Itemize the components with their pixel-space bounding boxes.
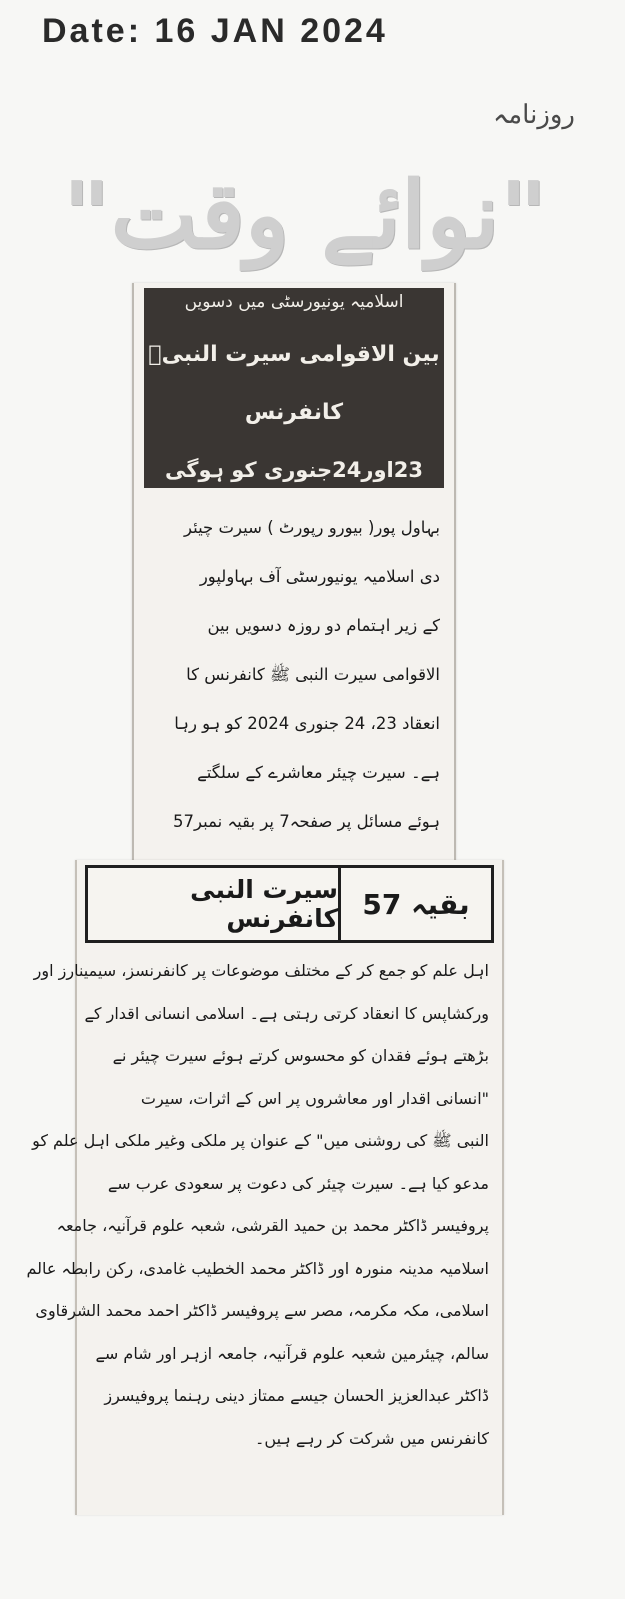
continuation-line: اسلامیہ مدینہ منورہ اور ڈاکٹر محمد الخطیب غامدی، رکن رابطہ عالم — [26, 1258, 489, 1278]
headline-line-3: 23اور24جنوری کو ہوگی — [165, 458, 423, 482]
continuation-line: ورکشاپس کا انعقاد کرتی رہتی ہے۔ اسلامی انسانی اقدار کے — [84, 1003, 489, 1023]
continuation-clipping — [26, 860, 504, 1515]
continuation-body — [26, 950, 489, 1460]
story-line: ہے۔ سیرت چیئر معاشرے کے سلگتے — [197, 763, 440, 782]
continuation-line: اسلامی، مکہ مکرمہ، مصر سے پروفیسر ڈاکٹر احمد محمد الشرقاوی — [35, 1301, 489, 1320]
story-line: ہوئے مسائل پر صفحہ7 پر بقیہ نمبر57 — [173, 812, 440, 831]
continuation-line: بڑھتے ہوئے فقدان کو محسوس کرتے ہوئے سیرت چیئر نے — [112, 1046, 489, 1065]
continuation-line: کانفرنس میں شرکت کر رہے ہیں۔ — [255, 1428, 489, 1448]
continuation-line: ڈاکٹر عبدالعزیز الحسان جیسے ممتاز دینی رہنما پروفیسرز — [104, 1386, 489, 1405]
story-body — [148, 503, 440, 846]
headline-line-2: بین الاقوامی سیرت النبیؐ کانفرنس — [148, 342, 440, 425]
continuation-line: النبی ﷺ کی روشنی میں" کے عنوان پر ملکی وغیر ملکی اہل علم کو — [32, 1131, 489, 1150]
continuation-label: بقیہ 57 — [338, 868, 491, 940]
newspaper-label: روزنامہ — [493, 100, 575, 130]
date-stamp: Date: 16 JAN 2024 — [42, 12, 388, 50]
story-line: انعقاد 23، 24 جنوری 2024 کو ہو رہا — [174, 714, 440, 733]
headline-line-1: اسلامیہ یونیورسٹی میں دسویں — [184, 292, 404, 312]
story-line: کے زیر اہتمام دو روزہ دسویں بین — [207, 616, 440, 635]
news-clipping — [132, 283, 456, 863]
continuation-line: مدعو کیا ہے۔ سیرت چیئر کی دعوت پر سعودی عرب سے — [107, 1173, 489, 1193]
continuation-line: پروفیسر ڈاکٹر محمد بن حمید القرشی، شعبہ علوم قرآنیہ، جامعہ — [56, 1216, 489, 1235]
story-line: الاقوامی سیرت النبی ﷺ کانفرنس کا — [186, 665, 440, 684]
story-line: دی اسلامیہ یونیورسٹی آف بہاولپور — [199, 567, 440, 586]
continuation-line: "انسانی اقدار اور معاشروں پر اس کے اثرات، سیرت — [140, 1088, 489, 1108]
continuation-line: سالم، چیئرمین شعبہ علوم قرآنیہ، جامعہ ازہر اور شام سے — [95, 1343, 489, 1363]
continuation-title: سیرت النبی کانفرنس — [190, 875, 338, 933]
continuation-header — [85, 865, 494, 943]
story-line: بہاول پور( بیورو رپورٹ ) سیرت چیئر — [184, 518, 440, 537]
headline-box — [144, 288, 444, 488]
newspaper-masthead: "نوائے وقت" — [62, 161, 548, 269]
continuation-line: اہل علم کو جمع کر کے مختلف موضوعات پر کانفرنسز، سیمینارز اور — [33, 961, 489, 980]
